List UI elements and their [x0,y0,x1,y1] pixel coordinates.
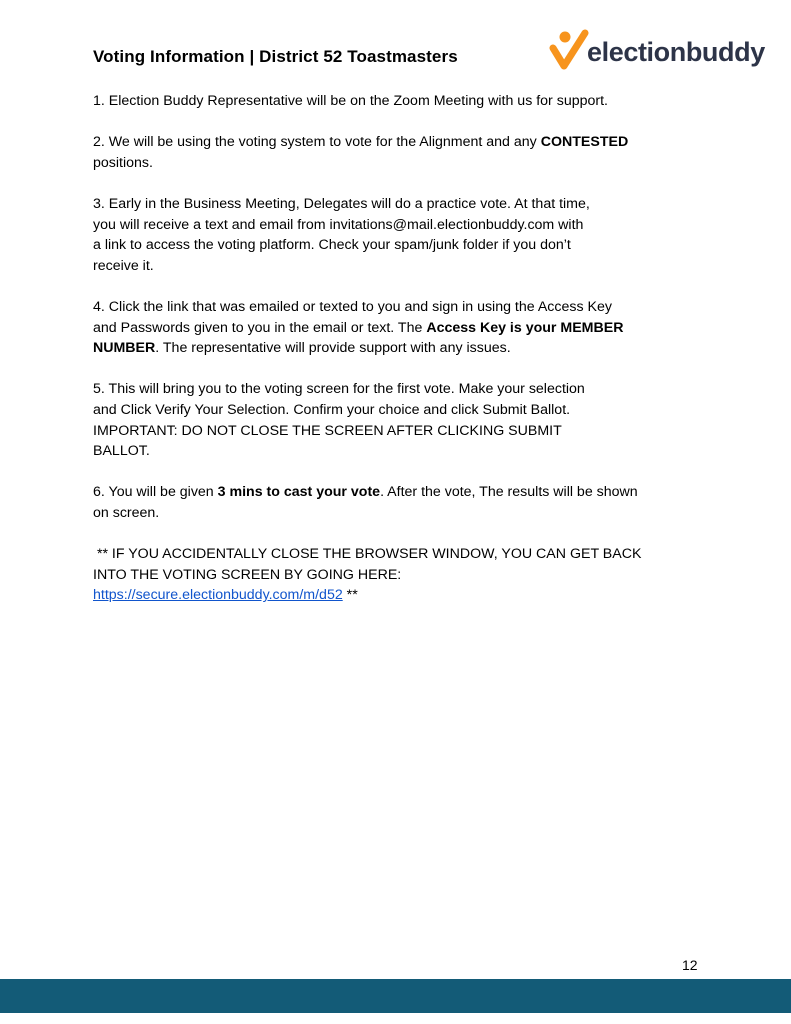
note-line: https://secure.electionbuddy.com/m/d52 ** [93,587,358,604]
instruction-line: you will receive a text and email from invitations@mail.electionbuddy.com with [93,216,584,233]
instruction-line: 1. Election Buddy Representative will be on the Zoom Meeting with us for support. [93,93,608,109]
footer-bar [0,979,791,1013]
instruction-2 [93,132,713,173]
page-number: 12 [682,957,698,973]
electionbuddy-check-icon [549,29,589,73]
note-line: ** IF YOU ACCIDENTALLY CLOSE THE BROWSER WINDOW, YOU CAN GET BACK [93,546,642,563]
instruction-line: and Passwords given to you in the email or text. The Access Key is your MEMBER [93,319,624,336]
instruction-line: BALLOT. [93,443,150,460]
instruction-5 [93,379,713,461]
instruction-4 [93,297,713,359]
instruction-line: a link to access the voting platform. Check your spam/junk folder if you don’t [93,237,571,254]
emphasis-number: NUMBER [93,340,156,357]
instruction-line: positions. [93,154,153,171]
instruction-line: and Click Verify Your Selection. Confirm your choice and click Submit Ballot. [93,401,571,418]
instruction-line: 6. You will be given 3 mins to cast your vote. After the vote, The results will be shown [93,484,638,501]
note-line: INTO THE VOTING SCREEN BY GOING HERE: [93,566,402,583]
instruction-1 [93,91,713,112]
page-title: Voting Information | District 52 Toastmasters [93,47,458,66]
emphasis-contested: CONTESTED [540,134,629,151]
instruction-line: NUMBER. The representative will provide support with any issues. [93,340,511,357]
logo-wordmark: electionbuddy [587,36,765,67]
browser-closed-note [93,544,713,606]
instruction-line: receive it. [93,257,154,274]
emphasis-access-key: Access Key is your MEMBER [426,319,624,336]
instruction-line: 3. Early in the Business Meeting, Delegates will do a practice vote. At that time, [93,195,590,212]
voting-screen-link[interactable]: https://secure.electionbuddy.com/m/d52 [93,587,343,604]
voting-instructions [93,91,713,606]
instruction-6 [93,482,713,523]
instruction-line: IMPORTANT: DO NOT CLOSE THE SCREEN AFTER CLICKING SUBMIT [93,422,562,439]
instruction-line: 2. We will be using the voting system to vote for the Alignment and any CONTESTED [93,134,629,151]
instruction-line: 4. Click the link that was emailed or texted to you and sign in using the Access Key [93,298,612,315]
instruction-line: on screen. [93,504,160,521]
electionbuddy-logo [549,29,765,73]
emphasis-time-limit: 3 mins to cast your vote [217,484,381,501]
instruction-3 [93,194,713,276]
instruction-line: 5. This will bring you to the voting screen for the first vote. Make your selection [93,381,585,398]
